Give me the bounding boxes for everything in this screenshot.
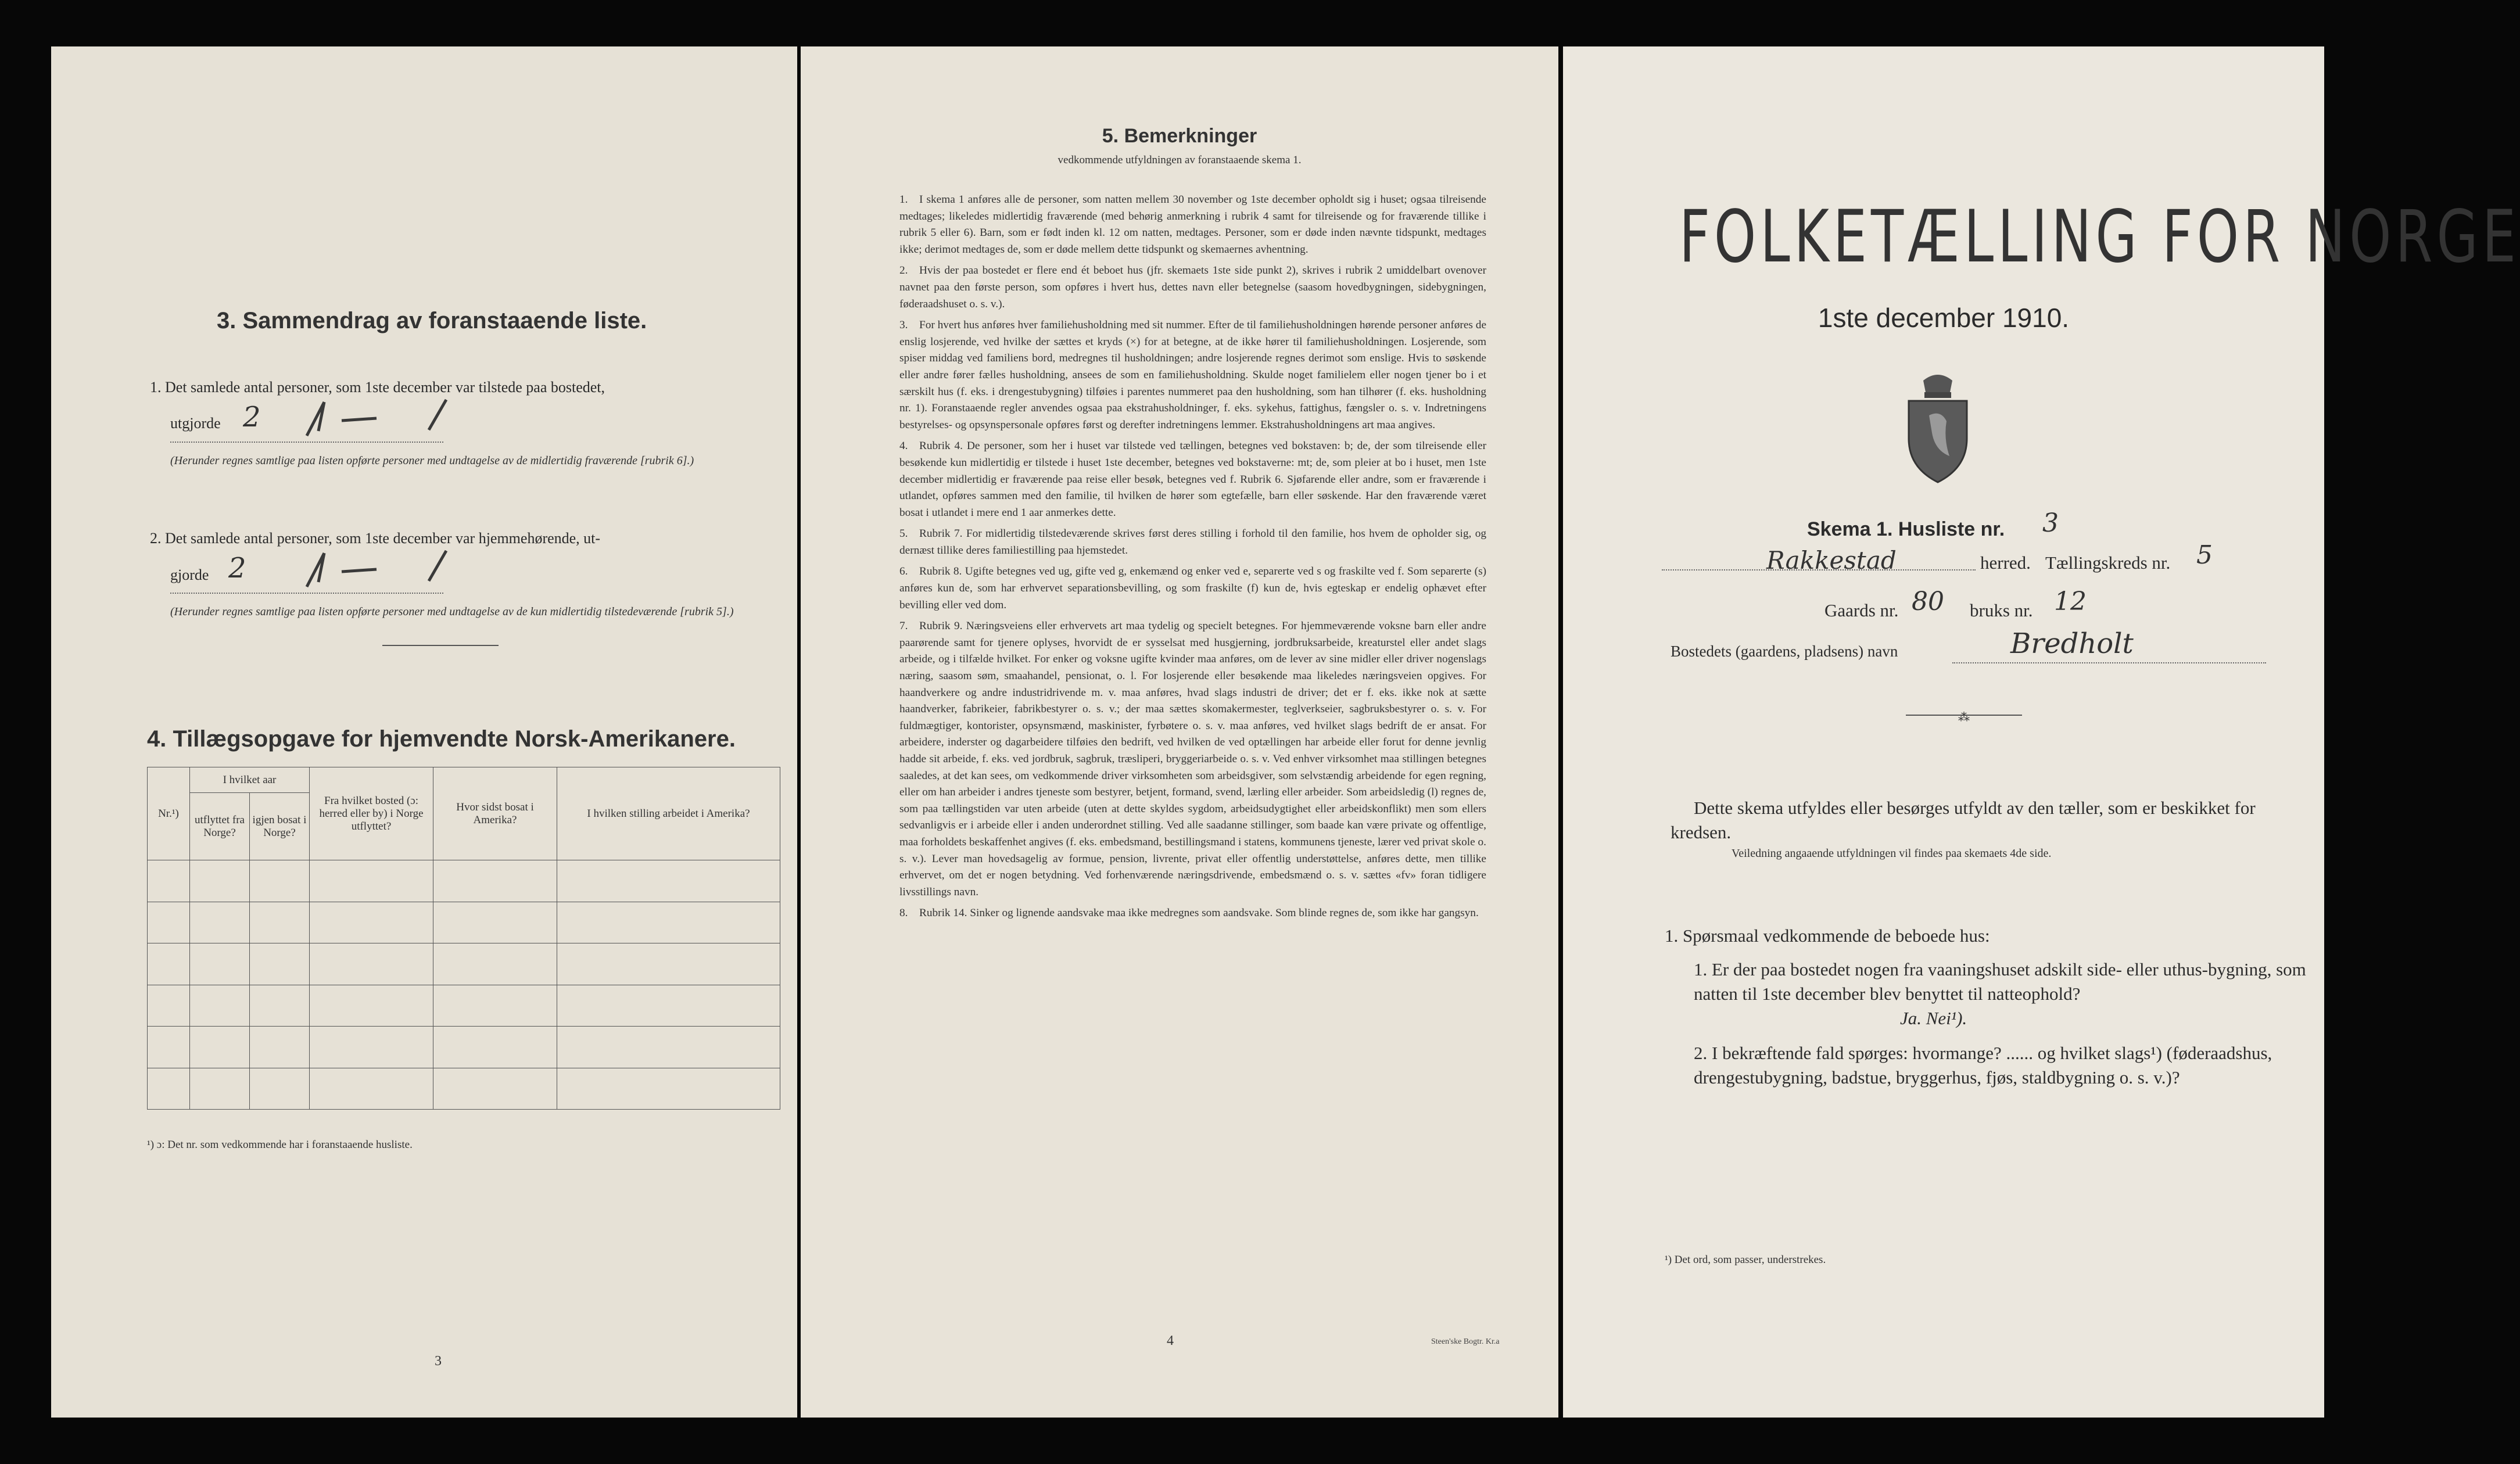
section-3-title: 3. Sammendrag av foranstaaende liste. — [217, 308, 647, 333]
remark-item-5: 5. Rubrik 7. For midlertidig tilstedeværende skrives først deres stilling i forhold til den familie, hos hvem de opholder sig, og dernæst tillike deres familiestilling paa hjemstedet. — [899, 528, 1486, 557]
divider — [382, 645, 499, 646]
table-row — [148, 943, 780, 985]
page-number: 4 — [1167, 1333, 1174, 1348]
table-row — [148, 902, 780, 943]
kreds-label: Tællingskreds nr. — [2045, 552, 2171, 573]
remark-item-3: 3. For hvert hus anføres hver familiehusholdning med sit nummer. Efter de til familiehusholdningen hørende personer anføres de enslig losjerende, ved hvilke der sættes et kryds (×) for at betegne, at de ikke hører til familiehusholdningen. Losjerende, som spiser middag ved familiens bord, medregnes til husholdningen; andre losjerende regnes derimot som enslige. Hvis to søskende eller andre fører fælles husholdning, ansees de som en familiehusholdning. Skulde noget familielem eller nogen tjener bo i et særskilt hus (f. eks. i drengestubygning) tilføies i parentes nummeret paa den husholdning, som han tilhører (f. eks. husholdning nr. 1). Foranstaaende regler anvendes ogsaa paa ekstrahusholdninger, f. eks. sykehus, fattighus, fængsler o. s. v. Indretningens bestyrelses- og opsynspersonale opføres først og derefter indretningens lemmer. Ekstrahusholdningens art maa angives. — [899, 319, 1486, 431]
col-header-from: Fra hvilket bosted (ɔ: herred eller by) i Norge utflyttet? — [310, 767, 433, 860]
s3-item2-value: 2 — [228, 552, 246, 584]
s3-item1-dotline — [170, 442, 443, 443]
s3-item1-note: (Herunder regnes samtlige paa listen opførte personer med undtagelse av de midlertidig fraværende [rubrik 6].) — [170, 454, 694, 467]
col-header-year-group: I hvilket aar — [190, 767, 310, 793]
herred-label: herred. — [1980, 552, 2031, 573]
remarks-title: 5. Bemerkninger — [1102, 125, 1257, 147]
table-row — [148, 1027, 780, 1068]
questions-section: 1. Spørsmaal vedkommende de beboede hus: — [1665, 925, 1990, 946]
s3-item2-note: (Herunder regnes samtlige paa listen opførte personer med undtagelse av de kun midlertidig tilstedeværende [rubrik 5].) — [170, 605, 734, 618]
page-number: 3 — [435, 1354, 442, 1369]
s3-item2-line1: 2. Det samlede antal personer, som 1ste december var hjemmehørende, ut- — [150, 530, 601, 547]
remark-item-2: 2. Hvis der paa bostedet er flere end ét beboet hus (jfr. skemaets 1ste side punkt 2), skrives i rubrik 2 umiddelbart ovenover navnet paa den første person, som opføres i hvert hus, dettes navn eller betegnelse (saasom hovedbygningen, sidebygningen, føderaadshuset o. s. v.). — [899, 264, 1486, 310]
question-1: 1. Er der paa bostedet nogen fra vaaningshuset adskilt side- eller uthus-bygning, som natten til 1ste december blev benyttet til natteophold? — [1694, 959, 2306, 1004]
herred-value: Rakkestad — [1766, 546, 1897, 575]
skema-label: Skema 1. Husliste nr. — [1807, 518, 2005, 540]
s3-item2-pre: gjorde — [170, 566, 209, 583]
kreds-value: 5 — [2196, 540, 2213, 570]
remarks-list — [899, 192, 1486, 927]
s3-item1-value: 2 — [243, 401, 261, 433]
gaards-value: 80 — [1912, 587, 1944, 616]
ornament-icon: ⁂ — [1958, 711, 1970, 724]
section-4-title: 4. Tillægsopgave for hjemvendte Norsk-Amerikanere. — [147, 726, 736, 752]
s3-item2-dotline — [170, 593, 443, 594]
gaards-label: Gaards nr. — [1824, 600, 1899, 620]
bruks-label: bruks nr. — [1970, 600, 2033, 620]
remark-item-1: 1. I skema 1 anføres alle de personer, som natten mellem 30 november og 1ste december opholdt sig i huset; ogsaa tilreisende medtages; likeledes midlertidig fraværende (med behørig anmerkning i rubrik 4 samt for tilreisende og for fraværende tillike i rubrik 5 eller 6). Barn, som er født inden kl. 12 om natten, medtages. Personer, som er døde inden nævnte tidspunkt, medtages ikke; derimot medtages de, som er døde mellem dette tidspunkt og skemaernes avhentning. — [899, 193, 1486, 256]
main-title: FOLKETÆLLING FOR NORGE — [1679, 195, 2520, 279]
s3-item1-pre: utgjorde — [170, 415, 221, 432]
remark-item-4: 4. Rubrik 4. De personer, som her i huset var tilstede ved tællingen, betegnes ved bokstaven: b; de, der som tilreisende eller besøkende kun midlertidig er tilstede i huset 1ste december, betegnes ved bokstaverne: mt; de, som pleier at bo i huset, men 1ste december midlertidig er fraværende paa reise eller besøk, betegnes ved f. Rubrik 6. Sjøfarende eller andre, som er fraværende i utlandet, opføres sammen med den familie, til hvilken de hører som egtefælle, barn eller søskende. Har den fraværende været bosat i utlandet i mere end 1 aar anmerkes dette. — [899, 440, 1486, 519]
bruks-value: 12 — [2054, 587, 2087, 616]
instruction-small: Veiledning angaaende utfyldningen vil findes paa skemaets 4de side. — [1732, 847, 2052, 860]
page-right — [1563, 46, 2520, 1418]
table-row — [148, 985, 780, 1027]
remark-item-7: 7. Rubrik 9. Næringsveiens eller erhvervets art maa tydelig og specielt betegnes. For hjemmeværende voksne barn eller andre paarørende samt for tjenere oplyses, hvorvidt de er sysselsat med husgjerning, jordbruksarbeide, kreaturstel eller andet slags arbeide, og i tilfælde hvilket. For enker og voksne ugifte kvinder maa anføres, om de lever av sine midler eller driver nogenslags næring, saasom søm, smaahandel, pensionat, o. l. For losjerende eller besøkende maa likeledes næringsveien opgives. For haandverkere og andre industridrivende m. v. maa anføres, hvad slags industri de driver; det er f. eks. ikke nok at sætte haandverker, fabrikeier, fabrikbestyrer o. s. v.; der maa sættes skomakermester, teglverkseier, sagbruksbestyrer o. s. v. For fuldmægtiger, kontorister, opsynsmænd, maskinister, fyrbøtere o. s. v. maa anføres, ved hvilket slags bedrift de er ansat. For arbeidere, inderster og dagarbeidere tilføies den bedrift, ved hvilken de ved optællingen har arbeide eller forut for denne jevnlig hadde sit arbeide, f. eks. ved jordbruk, sagbruk, træsliperi, bryggeriarbeide o. s. v. Ved enhver virksomhet maa stillingen betegnes saaledes, at det kan sees, om vedkommende driver virksomheten som arbeidsgiver, som selvstændig arbeidende for egen regning, eller om han arbeider i andres tjeneste som bestyrer, betjent, formand, svend, lærling eller arbeider. Som arbeidsledig (l) regnes de, som paa tællingstiden var uten arbeide (uten at dette skyldes sygdom, arbeidsudygtighet eller arbeidskonflikt) men som ellers sedvanligvis er i arbeide eller i anden underordnet stilling. Ved alle saadanne stillinger, som baade kan være private og offentlige, maa forholdets beskaffenhet angives (f. eks. embedsmand, bestillingsmand i statens, kommunens tjeneste, lærer ved privat skole o. s. v.). Lever man hovedsagelig av formue, pension, livrente, privat eller offentlig understøttelse, anføres dette, men tillike erhvervet, om det er nogen betydning. Ved forhenværende næringsdrivende, embedsmænd o. s. v. sættes «fv» foran tidligere livsstillings navn. — [899, 620, 1486, 898]
remark-item-8: 8. Rubrik 14. Sinker og lignende aandsvake maa ikke medregnes som aandsvake. Som blinde regnes de, som ikke har gangsyn. — [899, 907, 1479, 920]
col-header-position: I hvilken stilling arbeidet i Amerika? — [557, 767, 780, 860]
coat-of-arms-icon — [1894, 369, 1981, 485]
census-date: 1ste december 1910. — [1818, 303, 2070, 333]
husliste-nr: 3 — [2042, 508, 2059, 538]
table-row — [148, 1068, 780, 1110]
footnote: ¹) ɔ: Det nr. som vedkommende har i foranstaaende husliste. — [147, 1139, 413, 1151]
bosted-value: Bredholt — [2010, 627, 2134, 660]
remark-item-6: 6. Rubrik 8. Ugifte betegnes ved ug, gifte ved g, enkemænd og enker ved e, separerte ved s og fraskilte ved f. Som separerte (s) anføres kun de, som har erhvervet separationsbevilling, og som fraskilte (f) kun de, hvis egteskap er endelig ophævet efter bevilling eller ved dom. — [899, 565, 1486, 611]
handwritten-tally-2 — [272, 546, 516, 598]
s3-item1-line1: 1. Det samlede antal personer, som 1ste december var tilstede paa bostedet, — [150, 379, 605, 396]
col-header-emigrated: utflyttet fra Norge? — [190, 793, 250, 860]
question-2: 2. I bekræftende fald spørges: hvormange? ...... og hvilket slags¹) (føderaadshus, drengestubygning, badstue, bryggerhus, fjøs, staldbygning o. s. v.)? — [1694, 1043, 2272, 1088]
page-left — [51, 46, 797, 1418]
footnote: ¹) Det ord, som passer, understrekes. — [1665, 1254, 1826, 1266]
col-header-last: Hvor sidst bosat i Amerika? — [433, 767, 557, 860]
bosted-dotline — [1952, 662, 2266, 663]
norsk-amerikanere-table — [147, 767, 780, 1110]
col-header-nr: Nr.¹) — [148, 767, 190, 860]
remarks-subtitle: vedkommende utfyldningen av foranstaaende skema 1. — [1058, 154, 1302, 166]
printer-mark: Steen'ske Bogtr. Kr.a — [1431, 1337, 1500, 1346]
instruction-text: Dette skema utfyldes eller besørges utfyldt av den tæller, som er beskikket for kredsen. — [1671, 798, 2256, 842]
bosted-label: Bostedets (gaardens, pladsens) navn — [1671, 643, 1898, 660]
page-middle — [801, 46, 1558, 1418]
table-row — [148, 860, 780, 902]
question-1-answer: Ja. Nei¹). — [1900, 1008, 1967, 1028]
handwritten-tally-1 — [272, 395, 516, 447]
col-header-returned: igjen bosat i Norge? — [250, 793, 310, 860]
